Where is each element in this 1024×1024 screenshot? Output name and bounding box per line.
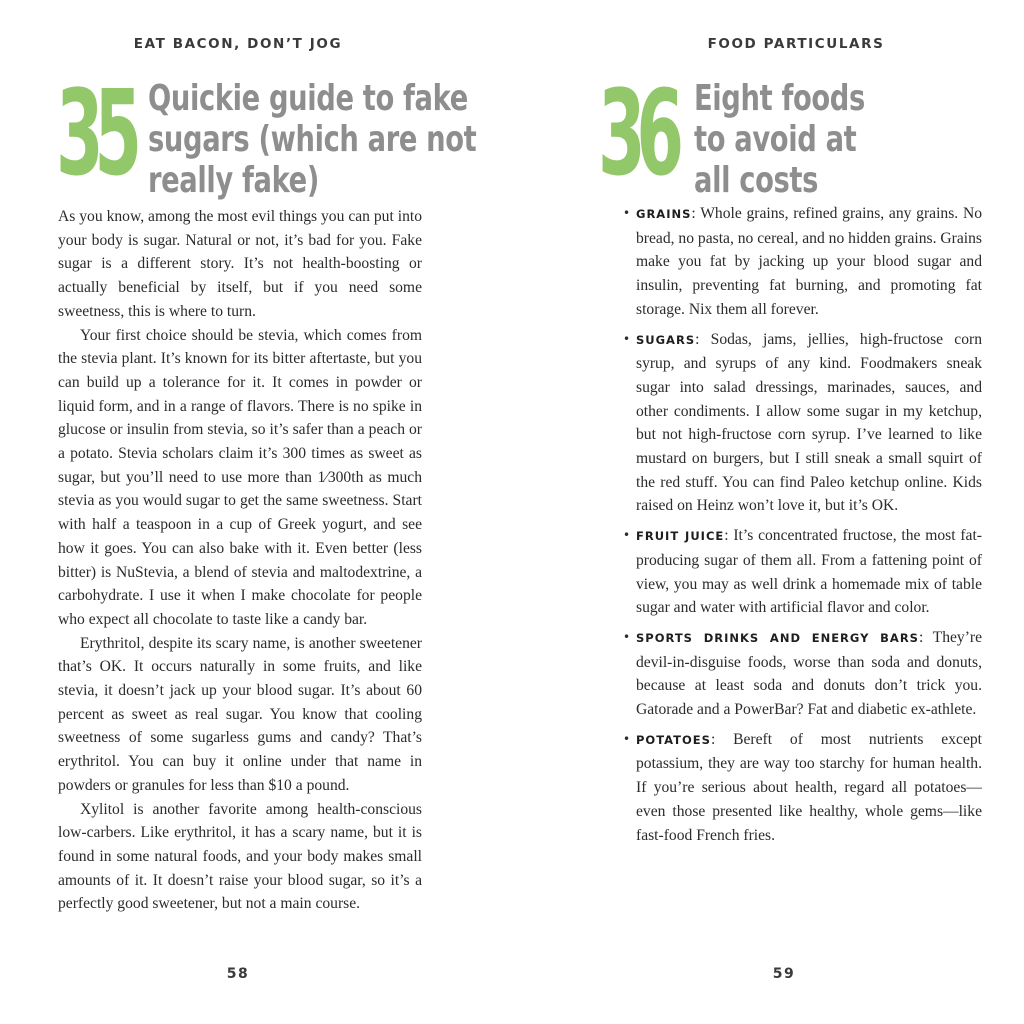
paragraph: Erythritol, despite its scary name, is another sweetener that’s OK. It occurs naturally in some fruits, and like stevia, it doesn’t jack up your blood sugar. It’s about 60 percent as sweet as real sugar. You know that cooling sweetness of some sugarless gums and candy? That’s erythritol. You can buy it online under that name in powders or granules for less than $10 a pound. [58,634,422,794]
list-item [623,202,982,322]
chapter-number: 35 [56,64,133,202]
body-text [58,205,422,916]
list-item-term: SPORTS DRINKS AND ENERGY BARS [636,630,919,645]
bullet-icon: • [623,731,631,746]
list-item-term: GRAINS [636,207,692,221]
bullet-list-container [623,202,983,853]
list-item [623,626,983,722]
page-number: 59 [772,966,796,982]
chapter-title [694,78,865,201]
list-item [623,728,982,848]
list-item-text: : Bereft of most nutrients except potassium, they are way too starchy for human health. If you’re serious about health, regard all potatoes—even those presented like healthy, whole gems—like fast-food French fries. [636,730,982,844]
chapter-number: 36 [598,64,675,202]
bullet-icon: • [623,331,631,346]
chapter-title-line: Eight foods [694,78,865,119]
bullet-icon: • [623,528,631,543]
list-item-term: POTATOES [636,732,711,747]
bullet-list [623,202,983,847]
paragraph: Xylitol is another favorite among health-conscious low-carbers. Like erythritol, it has a scary name, but it is found in some natural foods, and your body makes small amounts of it. It doesn’t raise your blood sugar, so it’s a perfectly good sweetener, but not a main course. [58,800,422,913]
paragraph: Your first choice should be stevia, which comes from the stevia plant. It’s known for its bitter aftertaste, but you can build up a tolerance for it. It comes in powder or liquid form, and in a range of flavors. There is no spike in glucose or insulin from stevia, so it’s safer than a peach or a potato. Stevia scholars claim it’s 300 times as sweet as sugar, but you’ll need to use more than 1⁄300th as much stevia as you would sugar to get the same sweetness. Start with half a teaspoon in a cup of Greek yogurt, and see how it goes. You can also bake with it. Even better (less bitter) is NuStevia, a blend of stevia and maltodextrine, a carbohydrate. I use it when I make chocolate for people who expect all chocolate to taste like a candy bar. [58,326,422,628]
list-item-text: : They’re devil-in-disguise foods, worse than soda and donuts, because at least soda and donuts don’t trick you. Gatorade and a PowerBar? Fat and diabetic ex-athlete. [636,628,983,719]
list-item-term: FRUIT JUICE [636,529,725,544]
list-item-text: : It’s concentrated fructose, the most fat-producing sugar of them all. From a fattening point of view, you may as well drink a homemade mix of table sugar and water with artificial flavor and color. [636,527,982,617]
bullet-icon: • [623,206,631,220]
running-head: FOOD PARTICULARS [707,36,885,52]
chapter-title-line: to avoid at [694,119,857,160]
page-number: 58 [226,966,250,982]
list-item-text: : Whole grains, refined grains, any grains. No bread, no pasta, no cereal, and no hidden grains. Grains make you fat by jacking up your blood sugar and insulin, preventing fat burning, and promoting fat storage. Nix them all forever. [636,205,982,318]
chapter-title-line: really fake) [148,160,319,201]
right-page [512,0,1024,1024]
paragraph: As you know, among the most evil things you can put into your body is sugar. Natural or not, it’s bad for you. Fake sugar is a different story. It’s not health-boosting or actually beneficial by itself, but if you need some sweetness, this is where to turn. [58,208,422,320]
chapter-title-line: all costs [694,160,818,201]
chapter-title-line: sugars (which are not [148,119,477,160]
list-item [623,328,982,519]
running-head: EAT BACON, DON’T JOG [133,36,343,52]
list-item [623,524,982,620]
chapter-title-line: Quickie guide to fake [148,78,468,119]
list-item-text: : Sodas, jams, jellies, high-fructose corn syrup, and syrups of any kind. Foodmakers sneak sugar into salad dressings, marinades, sauces, and other condiments. I allow some sugar in my ketchup, but not high-fructose corn syrup. I’ve learned to like mustard on burgers, but I still sneak a small squirt of the red stuff. You can find Paleo ketchup online. Kids raised on Heinz won’t love it, but it’s OK. [636,330,982,515]
bullet-icon: • [623,629,631,644]
chapter-title [148,78,476,201]
list-item-term: SUGARS [636,332,696,347]
